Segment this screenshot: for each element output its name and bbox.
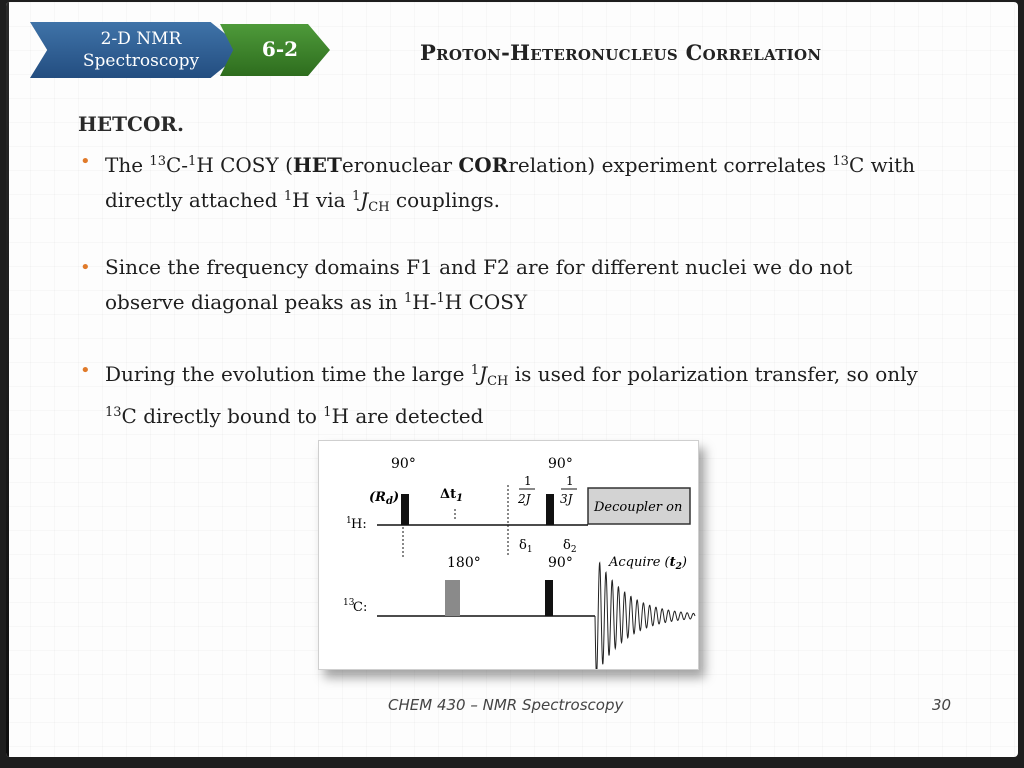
h-pulse2-label: 90° <box>548 456 573 472</box>
c-pulse2-label: 90° <box>548 555 573 571</box>
slide-code: 6-2 <box>261 37 299 61</box>
bullet-text: Since the frequency domains F1 and F2 are for different nuclei we do not observe diagonal peaks as in $^1$H-$^1$H COSY <box>105 255 853 314</box>
fid-signal <box>595 563 695 669</box>
delta2-label: $\delta_2$ <box>563 538 577 555</box>
c-180-pulse <box>445 580 460 616</box>
bullet-text: During the evolution time the large $^1J_{CH}$ is used for polarization transfer, so only $^{13}$C directly bound to $^1$H are detected <box>105 362 918 428</box>
frac2-numerator: 1 <box>566 474 574 488</box>
h-channel-label: H: <box>351 517 367 532</box>
h-channel-sup: 1 <box>346 516 352 526</box>
pulse-sequence-diagram <box>319 441 698 669</box>
section-label-line1: 2-D NMR <box>100 29 182 49</box>
c-channel-sup: 13 <box>343 598 355 608</box>
h-90-pulse <box>401 494 409 525</box>
bullet-dot: • <box>80 151 91 172</box>
section-label-line2: Spectroscopy <box>82 51 200 71</box>
slide-title: Proton-Heteronucleus Correlation <box>420 40 822 65</box>
page-number: 30 <box>932 696 952 714</box>
delta-t-label: $\Delta t_1$ <box>440 487 464 504</box>
decoupler-label: Decoupler on <box>594 500 683 515</box>
c-channel-label: C: <box>353 600 368 615</box>
c-pulse1-label: 180° <box>447 555 481 571</box>
bullet-dot: • <box>80 360 91 381</box>
footer-course: CHEM 430 – NMR Spectroscopy <box>388 696 624 714</box>
h-90-pulse-2 <box>546 494 554 525</box>
slide-edge <box>6 2 9 757</box>
frac1-denominator: 2J <box>518 492 531 506</box>
pulse-sequence-figure <box>318 440 699 670</box>
bullet-dot: • <box>80 257 91 278</box>
bullet-text: The $^{13}$C-$^1$H COSY (HETeronuclear CORrelation) experiment correlates $^{13}$C with directly attached $^1$H via $^1J_{CH}$ couplings. <box>105 153 916 215</box>
acquire-label: Acquire $(t_2)$ <box>609 555 687 572</box>
delta1-label: $\delta_1$ <box>519 538 533 555</box>
frac1-numerator: 1 <box>524 474 532 488</box>
section-label <box>56 28 226 72</box>
frac2-denominator: 3J <box>560 492 573 506</box>
c-90-pulse <box>545 580 553 616</box>
rd-label: $(R_d)$ <box>369 490 400 507</box>
h-pulse1-label: 90° <box>391 456 416 472</box>
section-heading: HETCOR. <box>78 112 184 136</box>
